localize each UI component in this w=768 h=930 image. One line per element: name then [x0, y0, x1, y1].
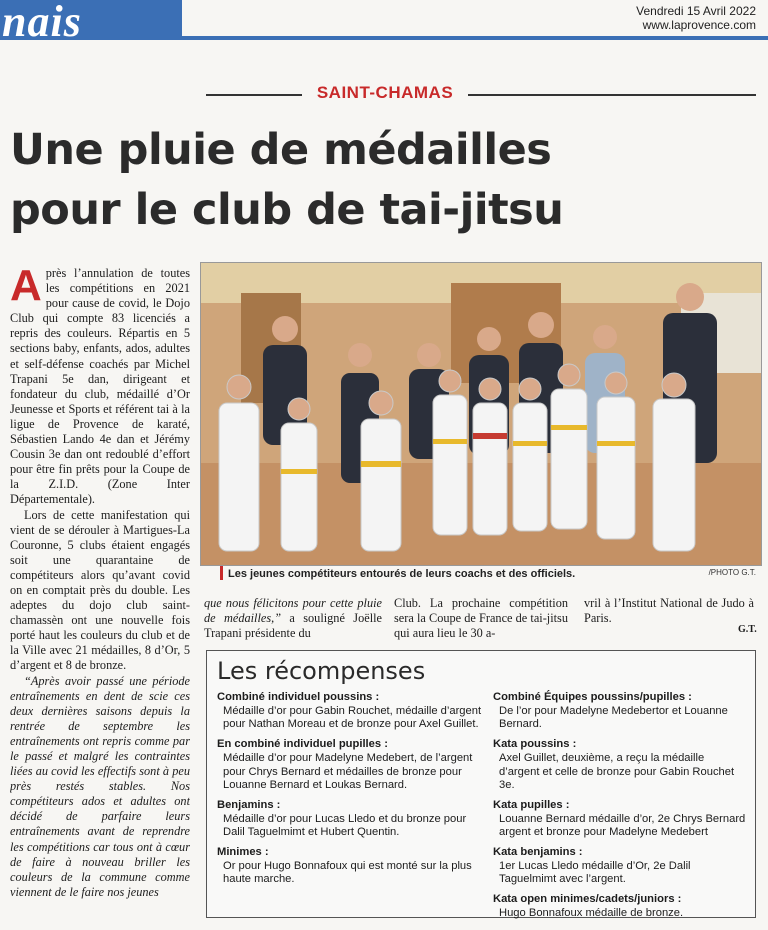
- award-category: Combiné individuel poussins :: [217, 691, 380, 703]
- quote-attribution: a souligné Joëlle Trapani présidente du: [204, 611, 382, 641]
- article-paragraph-2: Lors de cette manifestation qui vient de se dérouler à Martigues-La Couronne, 5 clubs étaient engagés soit une quarantaine de compétiteurs alors qu’avant covid on en comptait près du double. Les adeptes du dojo club saint-chamassèn ont une nouvelle fois porté haut les couleurs du club et de la Ville avec 21 médailles, 8 d’Or, 5 d’argent et 8 de bronze.: [10, 507, 190, 673]
- section-row: [206, 84, 756, 104]
- headline-line-2: pour le club de tai-jitsu: [10, 185, 564, 235]
- headline-line-1: Une pluie de médailles: [10, 125, 552, 175]
- team-photo-illustration: [201, 263, 761, 565]
- award-category: Combiné Équipes poussins/pupilles :: [493, 691, 692, 703]
- kicker-rule-right: [468, 94, 756, 96]
- award-details: De l’or pour Madelyne Medebertor et Louanne Bernard.: [499, 704, 728, 731]
- photo-credit: /PHOTO G.T.: [708, 568, 756, 577]
- masthead-rule: [182, 36, 768, 40]
- article-column-3: [394, 596, 568, 641]
- awards-box: [206, 650, 756, 918]
- issue-date: Vendredi 15 Avril 2022: [636, 4, 756, 18]
- article-quote: “Après avoir passé une période entraînements en dent de scie ces deux dernières saisons depuis la rentrée de septembre les entraînements ont repris comme par le passé et malgré les contraintes liées au covid les effectifs sont à peu près restés stables. Nos compétiteurs ados et adultes ont décidé de parfaire leurs entraînements avant de reprendre les compétitions car tous ont à cœur de faire à nouveau briller les couleurs de la commune comme viennent de le faire nos jeunes: [10, 673, 190, 899]
- article-column-1: [10, 266, 190, 926]
- award-category: Kata benjamins :: [493, 846, 583, 859]
- team-photo: [200, 262, 762, 566]
- section-kicker: SAINT-CHAMAS: [316, 83, 454, 102]
- awards-title: Les récompenses: [217, 657, 426, 685]
- award-details: Médaille d’or pour Gabin Rouchet, médaille d’argent pour Nathan Moreau et de bronze pour Axel Guillet.: [223, 704, 482, 731]
- award-details: Or pour Hugo Bonnafoux qui est monté sur la plus haute marche.: [223, 859, 472, 886]
- site-url: www.laprovence.com: [642, 18, 756, 32]
- awards-column-left: [217, 691, 483, 887]
- kicker-rule-left: [206, 94, 302, 96]
- award-details: Axel Guillet, deuxième, a reçu la médaille d’argent et celle de bronze pour Gabin Rouchet 3e.: [499, 751, 735, 792]
- article-column-4: [584, 596, 754, 626]
- award-category: En combiné individuel pupilles :: [217, 738, 388, 751]
- masthead-date-block: [636, 4, 756, 32]
- award-category: Benjamins :: [217, 798, 281, 811]
- article-paragraph-col4: vril à l’Institut National de Judo à Paris.: [584, 596, 754, 626]
- article-paragraph-col3: Club. La prochaine compétition sera la Coupe de France de tai-jitsu qui aura lieu le 30 a-: [394, 596, 568, 641]
- photo-caption: Les jeunes compétiteurs entourés de leurs coachs et des officiels.: [228, 568, 576, 580]
- award-category: Minimes :: [217, 846, 269, 859]
- headline: [10, 120, 750, 240]
- masthead-logo: nais: [2, 0, 82, 46]
- drop-cap: A: [10, 266, 42, 310]
- award-category: Kata open minimes/cadets/juniors :: [493, 893, 682, 906]
- caption-marker: [220, 566, 223, 580]
- award-details: Hugo Bonnafoux médaille de bronze.: [499, 906, 684, 919]
- author-signature: G.T.: [738, 624, 757, 635]
- article-paragraph-1: Après l’annulation de toutes les compétitions en 2021 pour cause de covid, le Dojo Club qui compte 83 licenciés a repris des couleurs. Répartis en 5 sections baby, enfants, ados, adultes et self-défense coachés par Michel Trapani 5e dan, dirigeant et fondateur du club, médaillé d’Or Jeunesse et Sports et référent tai à la ligue de Provence de karaté, Sébastien Lando 4e dan et Jérémy Cousin 3e dan ont redoublé d’effort pour être fin prêts pour la Coupe de la Z.I.D. (Zone Inter Départementale).: [10, 266, 190, 507]
- quote-end: que nous félicitons pour cette pluie de médailles,”: [204, 596, 382, 626]
- award-category: Kata poussins :: [493, 738, 577, 751]
- award-category: Kata pupilles :: [493, 798, 570, 811]
- award-details: Médaille d’or pour Lucas Lledo et du bronze pour Dalil Taguelmimt et Hubert Quentin.: [223, 812, 467, 839]
- award-details: Louanne Bernard médaille d’or, 2e Chrys Bernard argent et bronze pour Madelyne Medebert: [499, 812, 746, 839]
- award-details: Médaille d’or pour Madelyne Medebert, de l’argent pour Chrys Bernard et médailles de bronze pour Louanne Bernard et Loukas Bernard.: [223, 751, 473, 792]
- awards-column-right: [493, 691, 747, 921]
- article-column-2: [204, 596, 382, 641]
- award-details: 1er Lucas Lledo médaille d’Or, 2e Dalil Taguelmimt avec l’argent.: [499, 859, 691, 886]
